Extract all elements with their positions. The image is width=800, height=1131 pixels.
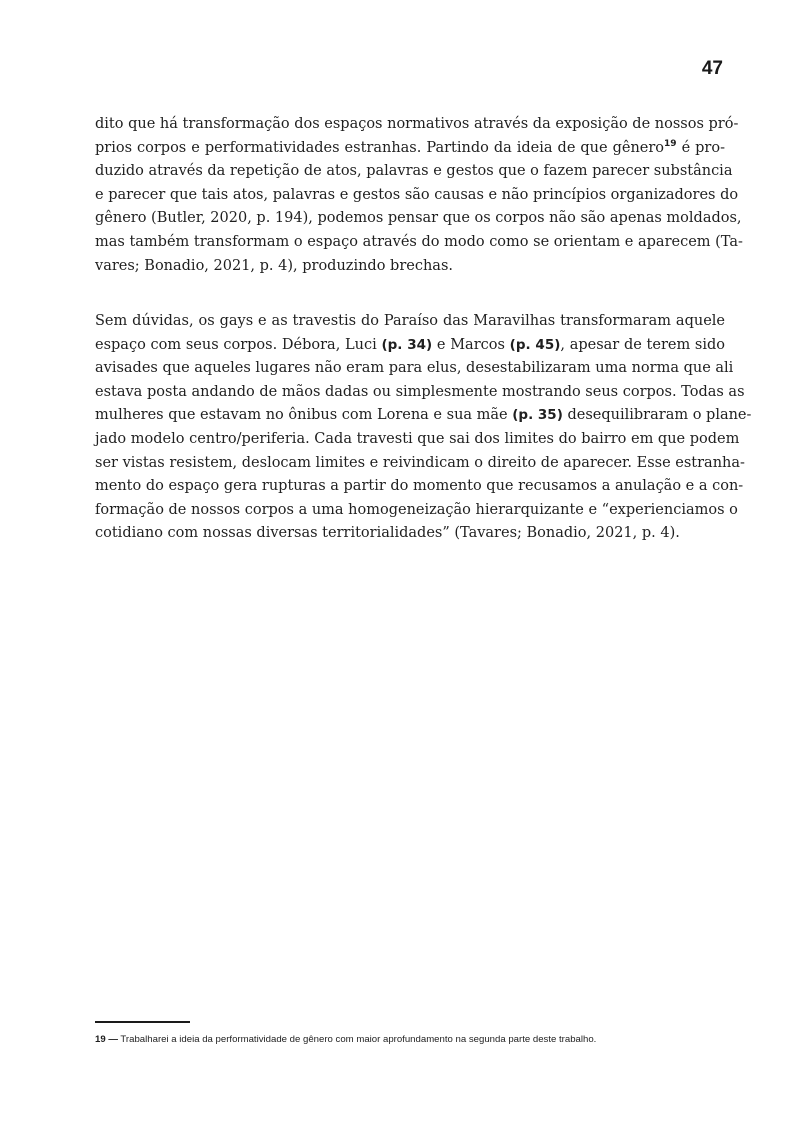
- text-line: Sem dúvidas, os gays e as travestis do Paraíso das Maravilhas transformaram aquele: [95, 313, 725, 329]
- text-segment: e Marcos: [432, 336, 510, 353]
- text-line: formação de nossos corpos a uma homogeneização hierarquizante e “experienciamos o: [95, 501, 738, 518]
- footnote: [95, 1034, 735, 1045]
- page-reference: (p. 34): [381, 336, 433, 353]
- page-reference: (p. 35): [512, 407, 563, 424]
- text-line: mas também transformam o espaço através do modo como se orientam e aparecem (Ta-: [95, 233, 743, 250]
- text-line: dito que há transformação dos espaços normativos através da exposição de nossos pró-: [95, 116, 739, 132]
- page-number: 47: [701, 58, 723, 79]
- text-segment: , apesar de terem sido: [560, 336, 726, 353]
- text-segment: é pro-: [676, 139, 725, 156]
- text-line: [95, 404, 752, 428]
- text-segment: desequilibraram o plane-: [562, 407, 752, 424]
- text-line: estava posta andando de mãos dadas ou simplesmente mostrando seus corpos. Todas as: [95, 383, 745, 400]
- text-segment: espaço com seus corpos. Débora, Luci: [95, 336, 382, 353]
- text-line: [95, 334, 725, 358]
- page-reference: (p. 45): [509, 336, 561, 353]
- text-line: gênero (Butler, 2020, p. 194), podemos pensar que os corpos não são apenas moldados,: [95, 210, 742, 227]
- text-line: ser vistas resistem, deslocam limites e reivindicam o direito de aparecer. Esse estranha-: [95, 454, 745, 471]
- text-line: cotidiano com nossas diversas territorialidades” (Tavares; Bonadio, 2021, p. 4).: [95, 525, 680, 542]
- text-line: [95, 137, 725, 161]
- paragraph-2: [95, 310, 752, 546]
- text-segment: mulheres que estavam no ônibus com Lorena e sua mãe: [95, 407, 513, 424]
- text-line: jado modelo centro/periferia. Cada travesti que sai dos limites do bairro em que podem: [95, 430, 740, 447]
- text-segment: prios corpos e performatividades estranhas. Partindo da ideia de que gênero: [95, 139, 665, 156]
- text-line: e parecer que tais atos, palavras e gestos são causas e não princípios organizadores do: [95, 186, 739, 203]
- paragraph-1: [95, 113, 743, 278]
- footnote-number: 19 —: [95, 1034, 118, 1045]
- footnote-text: Trabalharei a ideia da performatividade de gênero com maior aprofundamento na segunda parte deste trabalho.: [117, 1034, 597, 1045]
- text-line: avisades que aqueles lugares não eram para elus, desestabilizaram uma norma que ali: [95, 360, 734, 377]
- footnote-divider: [95, 1021, 190, 1023]
- text-line: vares; Bonadio, 2021, p. 4), produzindo brechas.: [95, 257, 453, 274]
- footnote-marker: 19: [664, 138, 677, 149]
- text-line: mento do espaço gera rupturas a partir do momento que recusamos a anulação e a con-: [95, 478, 744, 495]
- text-line: duzido através da repetição de atos, palavras e gestos que o fazem parecer substância: [95, 163, 733, 180]
